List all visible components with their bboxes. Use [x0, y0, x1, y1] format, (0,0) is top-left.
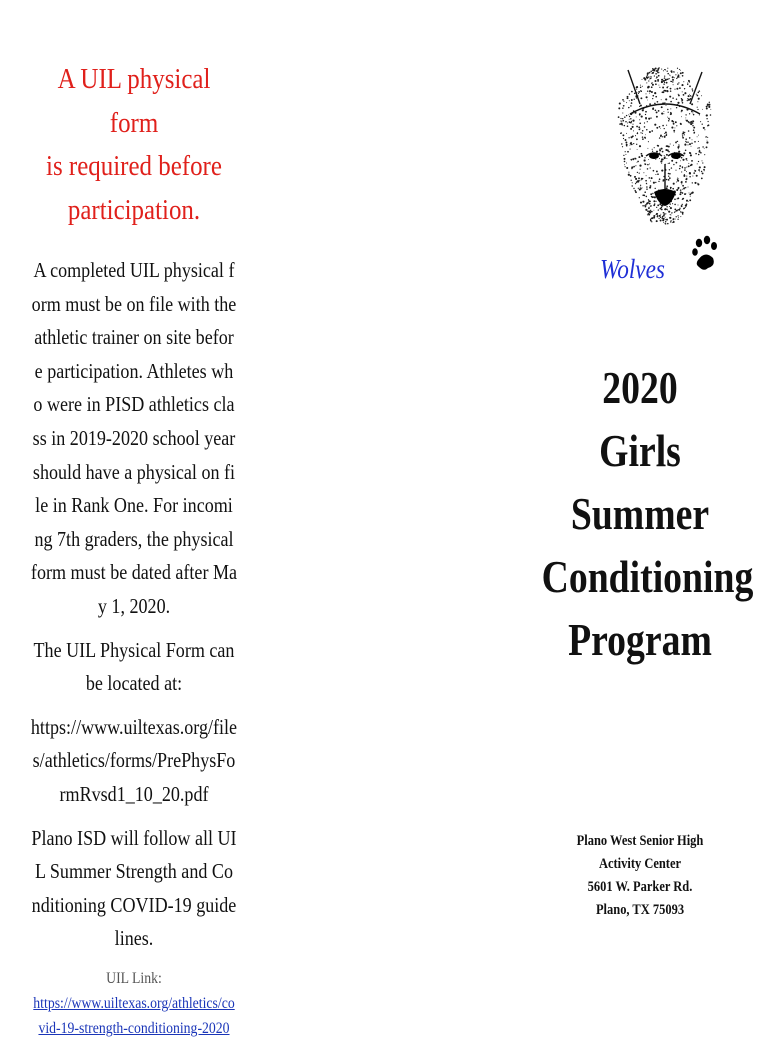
heading-line: is required before	[46, 150, 222, 182]
form-location-text: The UIL Physical Form can be located at:	[33, 637, 235, 696]
address-line: Plano West Senior High	[576, 833, 704, 849]
uil-link-block	[31, 966, 237, 1041]
title-line: Program	[568, 614, 712, 665]
wolf-head-icon	[610, 64, 720, 228]
heading-line: participation.	[67, 193, 201, 226]
title-line: Summer	[570, 488, 710, 539]
physical-form-requirement-text: A completed UIL physical form must be on file with the athletic trainer on site before participation. Athletes who were in PISD athletics class in 2019-2020 school year should have a physical on file in Rank One. For incoming 7th graders, the physical form must be dated after May 1, 2020.	[30, 258, 238, 618]
address-line: 5601 W. Parker Rd.	[587, 879, 693, 895]
form-url-text: https://www.uiltexas.org/files/athletics/forms/PrePhysFormRvsd1_10_20.pdf	[30, 714, 238, 806]
mascot-row	[600, 234, 730, 284]
paw-print-icon	[692, 234, 718, 276]
right-panel	[520, 0, 770, 1024]
uil-covid-link[interactable]: https://www.uiltexas.org/athletics/covid-19-strength-conditioning-2020	[33, 994, 235, 1037]
program-title	[541, 356, 754, 671]
mascot-name: Wolves	[600, 254, 665, 284]
heading-line: A UIL physical form	[57, 63, 211, 139]
address-line: Plano, TX 75093	[595, 902, 685, 918]
uil-link-label: UIL Link:	[106, 969, 162, 987]
title-line: 2020	[602, 362, 678, 413]
left-panel	[14, 58, 254, 1041]
title-line: Conditioning	[541, 551, 754, 602]
covid-guidelines-text: Plano ISD will follow all UIL Summer Strength and Conditioning COVID-19 guidelines.	[31, 825, 237, 951]
location-address	[537, 830, 743, 922]
address-line: Activity Center	[598, 856, 682, 872]
title-line: Girls	[599, 425, 681, 476]
physical-form-heading	[31, 58, 237, 232]
